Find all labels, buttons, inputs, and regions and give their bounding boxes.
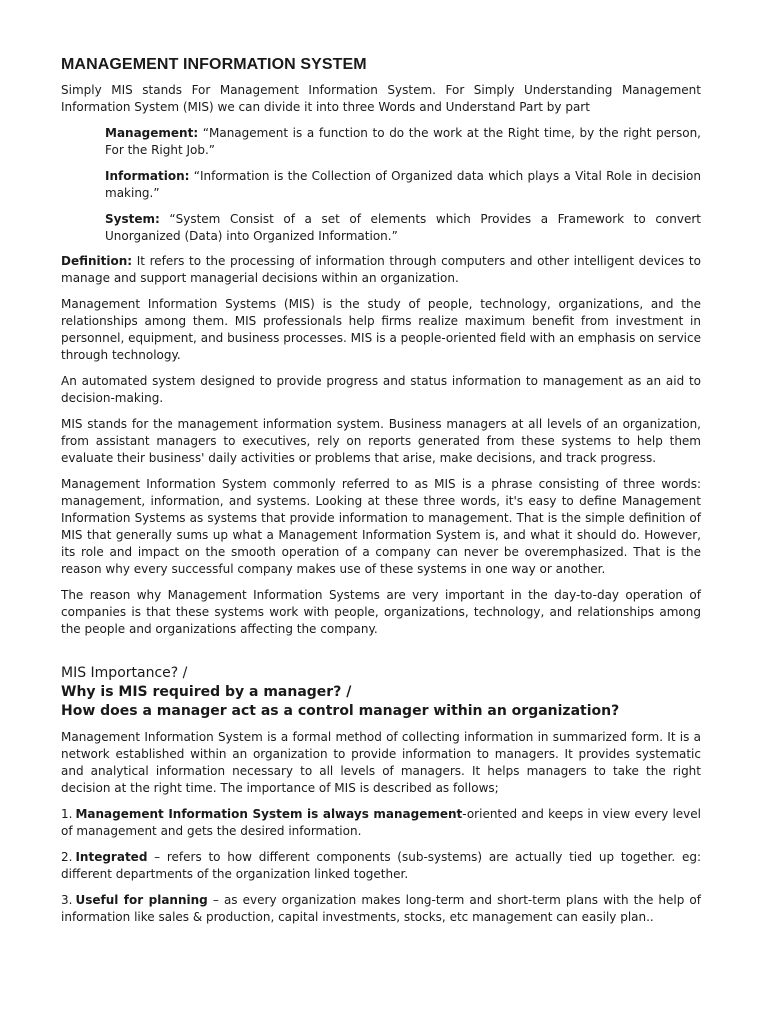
point-text: -oriented and keeps in view every level of management and gets the desired information.: [61, 807, 701, 838]
point-bold: Management Information System is always management: [75, 807, 463, 821]
point-text: – refers to how different components (sub-systems) are actually tied up together. eg: different departments of the organization linked together.: [61, 850, 701, 881]
question-2: Why is MIS required by a manager? /: [61, 684, 352, 700]
question-3: How does a manager act as a control manager within an organization?: [61, 703, 620, 719]
point-1: [61, 806, 701, 840]
point-2: [61, 849, 701, 883]
document-page: [61, 56, 701, 935]
term-information: [105, 168, 701, 202]
body-paragraph: MIS stands for the management information system. Business managers at all levels of an organization, from assistant managers to executives, rely on reports generated from these systems to help them evaluate their business' daily activities or problems that arise, make decisions, and track progress.: [61, 417, 701, 465]
term-text: “Information is the Collection of Organized data which plays a Vital Role in decision making.”: [105, 169, 701, 200]
definition-text: It refers to the processing of information through computers and other intelligent devices to manage and support managerial decisions within an organization.: [61, 254, 701, 285]
point-bold: Integrated: [75, 850, 148, 864]
definition-paragraph: [61, 253, 701, 287]
definition-label: Definition:: [61, 254, 133, 268]
term-label: Information:: [105, 169, 190, 183]
point-text: – as every organization makes long-term and short-term plans with the help of information like sales & production, capital investments, stocks, etc management can easily plan..: [61, 893, 702, 924]
question-1: MIS Importance? /: [61, 665, 188, 681]
body-paragraph: An automated system designed to provide progress and status information to management as an aid to decision-making.: [61, 374, 701, 405]
body-paragraph: The reason why Management Information Systems are very important in the day-to-day operation of companies is that these systems work with people, organizations, technology, and relationships among the people and organizations affecting the company.: [61, 588, 701, 636]
questions-heading: [61, 664, 701, 721]
point-number: 2.: [61, 850, 73, 864]
point-number: 3.: [61, 893, 73, 907]
importance-intro-paragraph: Management Information System is a formal method of collecting information in summarized form. It is a network established within an organization to provide information to managers. It provides systematic and analytical information necessary to all levels of managers. It helps managers to take the right decision at the right time. The importance of MIS is described as follows;: [61, 730, 701, 795]
term-system: [105, 211, 701, 245]
term-management: [105, 125, 701, 159]
term-label: Management:: [105, 126, 199, 140]
body-paragraph: Management Information System commonly referred to as MIS is a phrase consisting of three words: management, information, and systems. Looking at these three words, it's easy to define Management Information Systems as systems that provide information to management. That is the simple definition of MIS that generally sums up what a Management Information System is, and what it should do. However, its role and impact on the smooth operation of a company can never be overemphasized. That is the reason why every successful company makes use of these systems in one way or another.: [61, 477, 701, 576]
point-number: 1.: [61, 807, 73, 821]
term-text: “System Consist of a set of elements which Provides a Framework to convert Unorganized (Data) into Organized Information.”: [105, 212, 701, 243]
body-paragraph: Management Information Systems (MIS) is the study of people, technology, organizations, and the relationships among them. MIS professionals help firms realize maximum benefit from investment in personnel, equipment, and business processes. MIS is a people-oriented field with an emphasis on service through technology.: [61, 297, 701, 362]
point-bold: Useful for planning: [75, 893, 208, 907]
document-title: MANAGEMENT INFORMATION SYSTEM: [61, 56, 367, 73]
intro-paragraph: Simply MIS stands For Management Information System. For Simply Understanding Management Information System (MIS) we can divide it into three Words and Understand Part by part: [61, 83, 701, 114]
term-label: System:: [105, 212, 160, 226]
point-3: [61, 892, 701, 926]
term-text: “Management is a function to do the work at the Right time, by the right person, For the Right Job.”: [105, 126, 701, 157]
